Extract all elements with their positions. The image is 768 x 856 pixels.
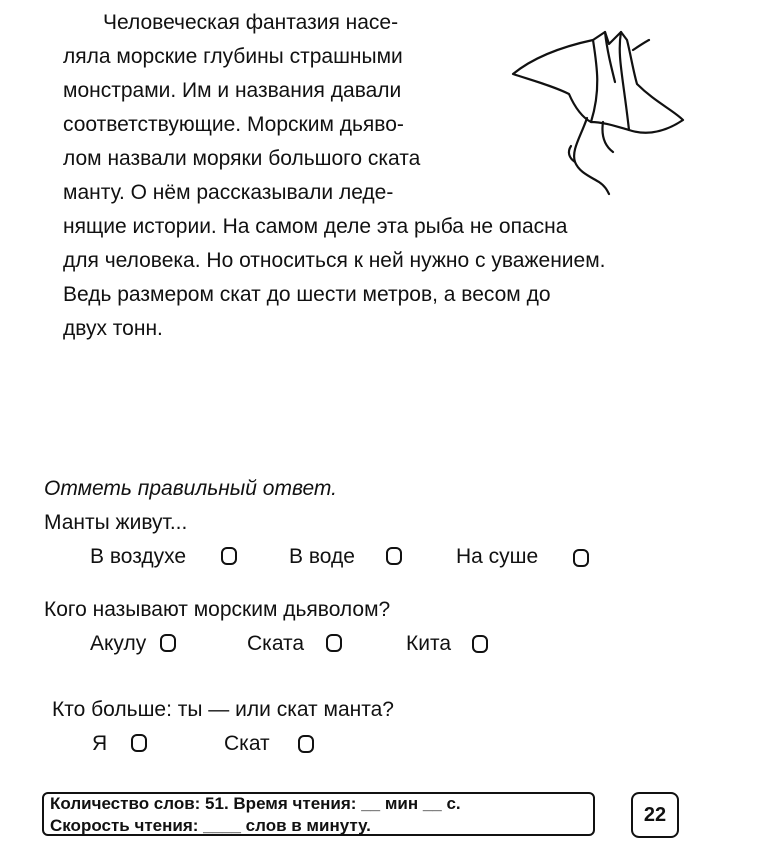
option-label: Я — [92, 732, 108, 755]
checkbox[interactable] — [472, 635, 488, 653]
question-text: Манты живут... — [44, 511, 188, 534]
passage-line: соответствующие. Морским дьяво- — [63, 113, 404, 136]
option-label: Ската — [247, 632, 305, 655]
page-number: 22 — [631, 792, 679, 838]
checkbox[interactable] — [386, 547, 402, 565]
passage-line: лом назвали моряки большого ската — [63, 147, 421, 170]
passage-line: нящие истории. На самом деле эта рыба не опасна — [63, 215, 568, 238]
word-count-line: Количество слов: 51. Время чтения: __ мин __ с. — [50, 794, 461, 813]
checkbox[interactable] — [326, 634, 342, 652]
passage-line: двух тонн. — [63, 317, 163, 340]
question-text: Кого называют морским дьяволом? — [44, 598, 391, 621]
passage-line: Ведь размером скат до шести метров, а весом до — [63, 283, 551, 306]
option-label: Акулу — [90, 632, 147, 655]
option-label: На суше — [456, 545, 539, 568]
passage-line: манту. О нём рассказывали леде- — [63, 181, 394, 204]
task-instruction: Отметь правильный ответ. — [44, 477, 337, 500]
option-label: В воздухе — [90, 545, 187, 568]
reading-speed-line: Скорость чтения: ____ слов в минуту. — [50, 816, 371, 835]
manta-ray-icon — [505, 26, 695, 196]
question-text: Кто больше: ты — или скат манта? — [52, 698, 394, 721]
checkbox[interactable] — [573, 549, 589, 567]
checkbox[interactable] — [298, 735, 314, 753]
passage-line: Человеческая фантазия насе- — [103, 11, 399, 34]
checkbox[interactable] — [160, 634, 176, 652]
checkbox[interactable] — [131, 734, 147, 752]
passage-line: ляла морские глубины страшными — [63, 45, 403, 68]
option-label: Скат — [224, 732, 270, 755]
checkbox[interactable] — [221, 547, 237, 565]
passage-line: для человека. Но относиться к ней нужно с уважением. — [63, 249, 606, 272]
option-label: Кита — [406, 632, 452, 655]
option-label: В воде — [289, 545, 355, 568]
passage-line: монстрами. Им и названия давали — [63, 79, 402, 102]
